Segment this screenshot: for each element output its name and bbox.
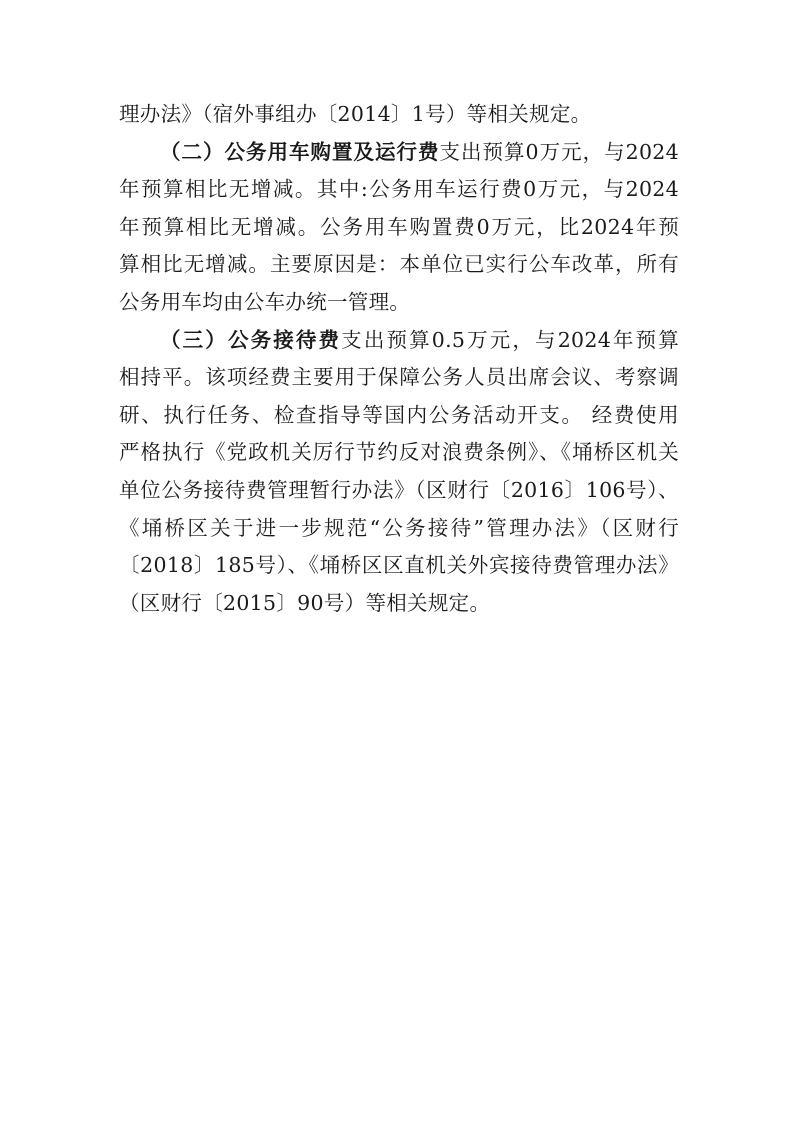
paragraph-continuation: [119, 96, 679, 134]
text-line: 《埇桥区关于进一步规范“公务接待”管理办法》（区财行: [119, 515, 679, 540]
text-line: 研、执行任务、检查指导等国内公务活动开支。 经费使用: [119, 402, 679, 427]
text-line: 年预算相比无增减。公务用车购置费0万元，比2024年预: [119, 214, 679, 239]
text-line: （区财行〔2015〕90号）等相关规定。: [119, 590, 491, 615]
text-line: [119, 134, 679, 172]
paragraph-vehicle-expenses: [119, 134, 679, 322]
section-heading-reception: （三）公务接待费: [160, 327, 342, 352]
text-line: 单位公务接待费管理暂行办法》（区财行〔2016〕106号）、: [119, 477, 679, 502]
text-line: [119, 322, 679, 360]
text-line: 公务用车均由公车办统一管理。: [119, 289, 411, 314]
text-fragment: 支出预算0万元，与2024: [439, 139, 679, 164]
paragraph-reception-expenses: [119, 322, 679, 623]
text-line: 严格执行《党政机关厉行节约反对浪费条例》、《埇桥区机关: [119, 440, 679, 465]
text-line: 理办法》（宿外事组办〔2014〕1号）等相关规定。: [119, 102, 592, 126]
document-body: [119, 96, 679, 622]
text-line: 算相比无增减。主要原因是：本单位已实行公车改革，所有: [119, 252, 679, 277]
text-line: 〔2018〕185号）、《埇桥区区直机关外宾接待费管理办法》: [119, 553, 679, 578]
text-line: 年预算相比无增减。其中:公务用车运行费0万元，与2024: [119, 177, 679, 202]
section-heading-vehicle: （二）公务用车购置及运行费: [160, 139, 440, 164]
text-fragment: 支出预算0.5万元，与2024年预算: [341, 327, 679, 352]
text-line: 相持平。该项经费主要用于保障公务人员出席会议、考察调: [119, 365, 679, 390]
